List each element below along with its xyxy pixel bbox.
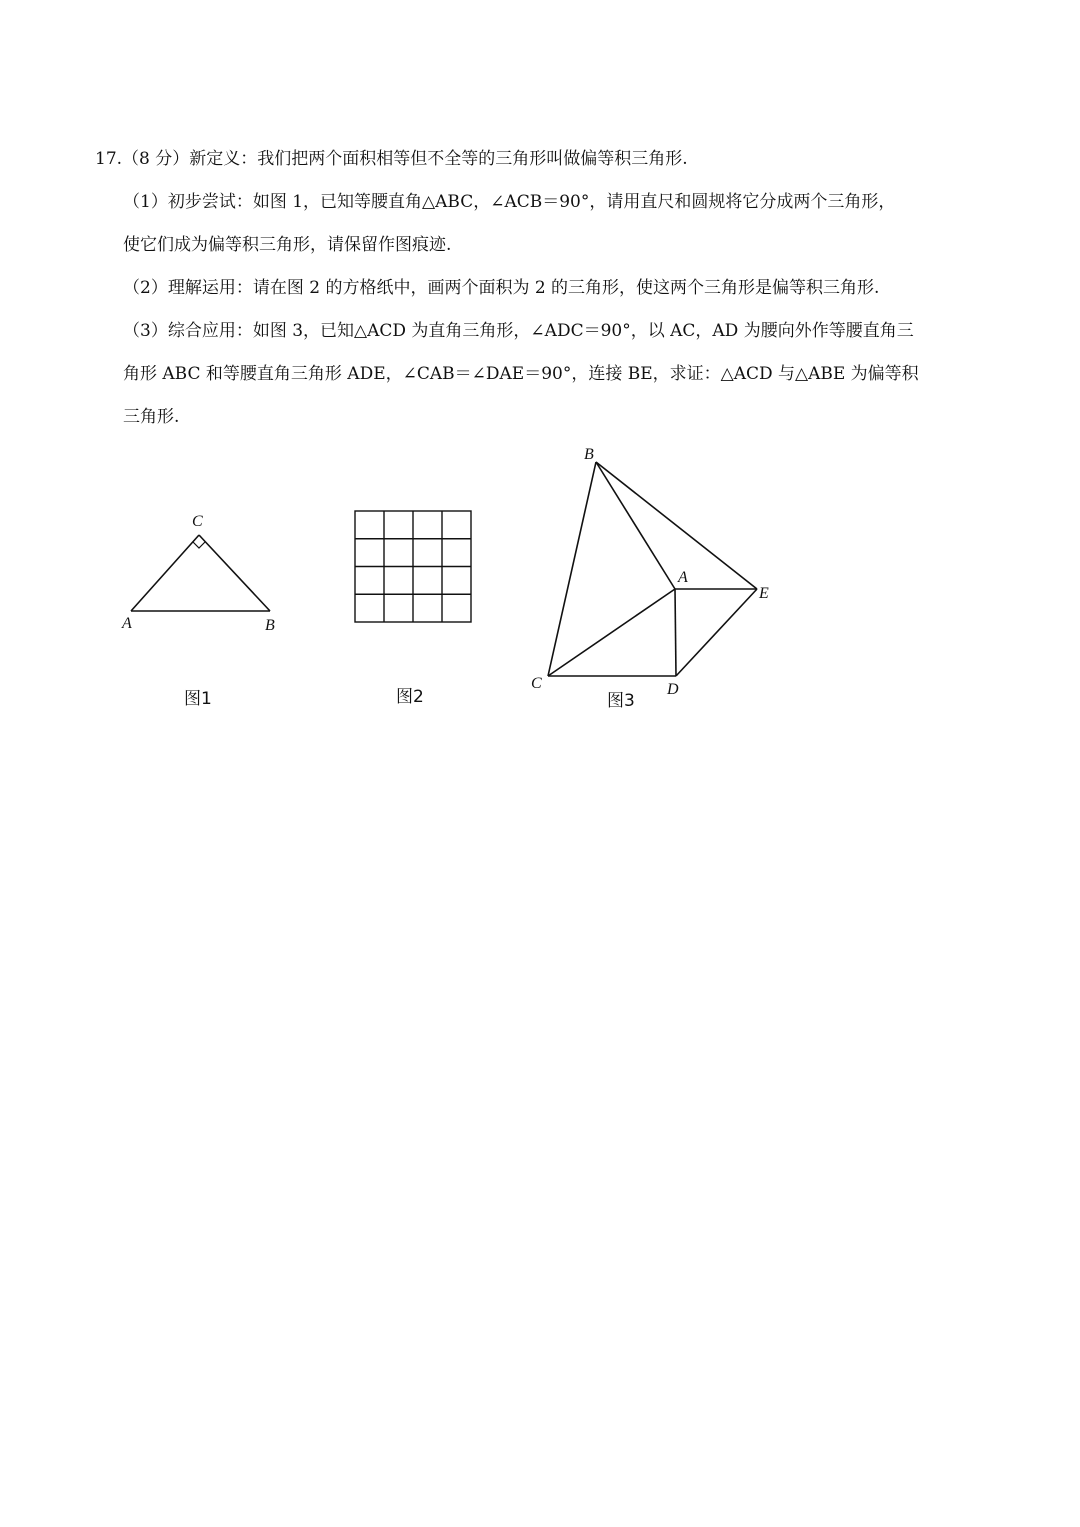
part3-line2: 角形 ABC 和等腰直角三角形 ADE，∠CAB＝∠DAE＝90°，连接 BE，求证：△ACD 与△ABE 为偏等积 (123, 364, 919, 384)
figure-2-caption: 图2 (396, 687, 424, 707)
figure-1-caption: 图1 (184, 689, 212, 709)
problem-statement: 17.（8 分）新定义：我们把两个面积相等但不全等的三角形叫做偏等积三角形. (95, 149, 688, 169)
figure-3-caption: 图3 (607, 691, 635, 711)
fig1-label-c: C (192, 513, 203, 530)
fig3-label-a: A (678, 569, 688, 586)
fig3-label-c: C (531, 675, 542, 692)
fig3-label-e: E (759, 585, 769, 602)
fig3-label-d: D (667, 681, 679, 698)
part1-line1: （1）初步尝试：如图 1，已知等腰直角△ABC，∠ACB＝90°，请用直尺和圆规将它分成两个三角形， (123, 192, 896, 212)
part3-line3: 三角形. (123, 407, 180, 427)
part1-line2: 使它们成为偏等积三角形，请保留作图痕迹. (123, 235, 452, 255)
fig1-label-a: A (122, 615, 132, 632)
part2-line1: （2）理解运用：请在图 2 的方格纸中，画两个面积为 2 的三角形，使这两个三角形是偏等积三角形. (123, 278, 880, 298)
fig1-label-b: B (265, 617, 275, 634)
figure-3-diagram (548, 462, 757, 676)
figure-2-grid (355, 511, 471, 622)
part3-line1: （3）综合应用：如图 3，已知△ACD 为直角三角形，∠ADC＝90°，以 AC，AD 为腰向外作等腰直角三 (123, 321, 914, 341)
fig3-label-b: B (584, 446, 594, 463)
figure-1-triangle (131, 535, 270, 611)
